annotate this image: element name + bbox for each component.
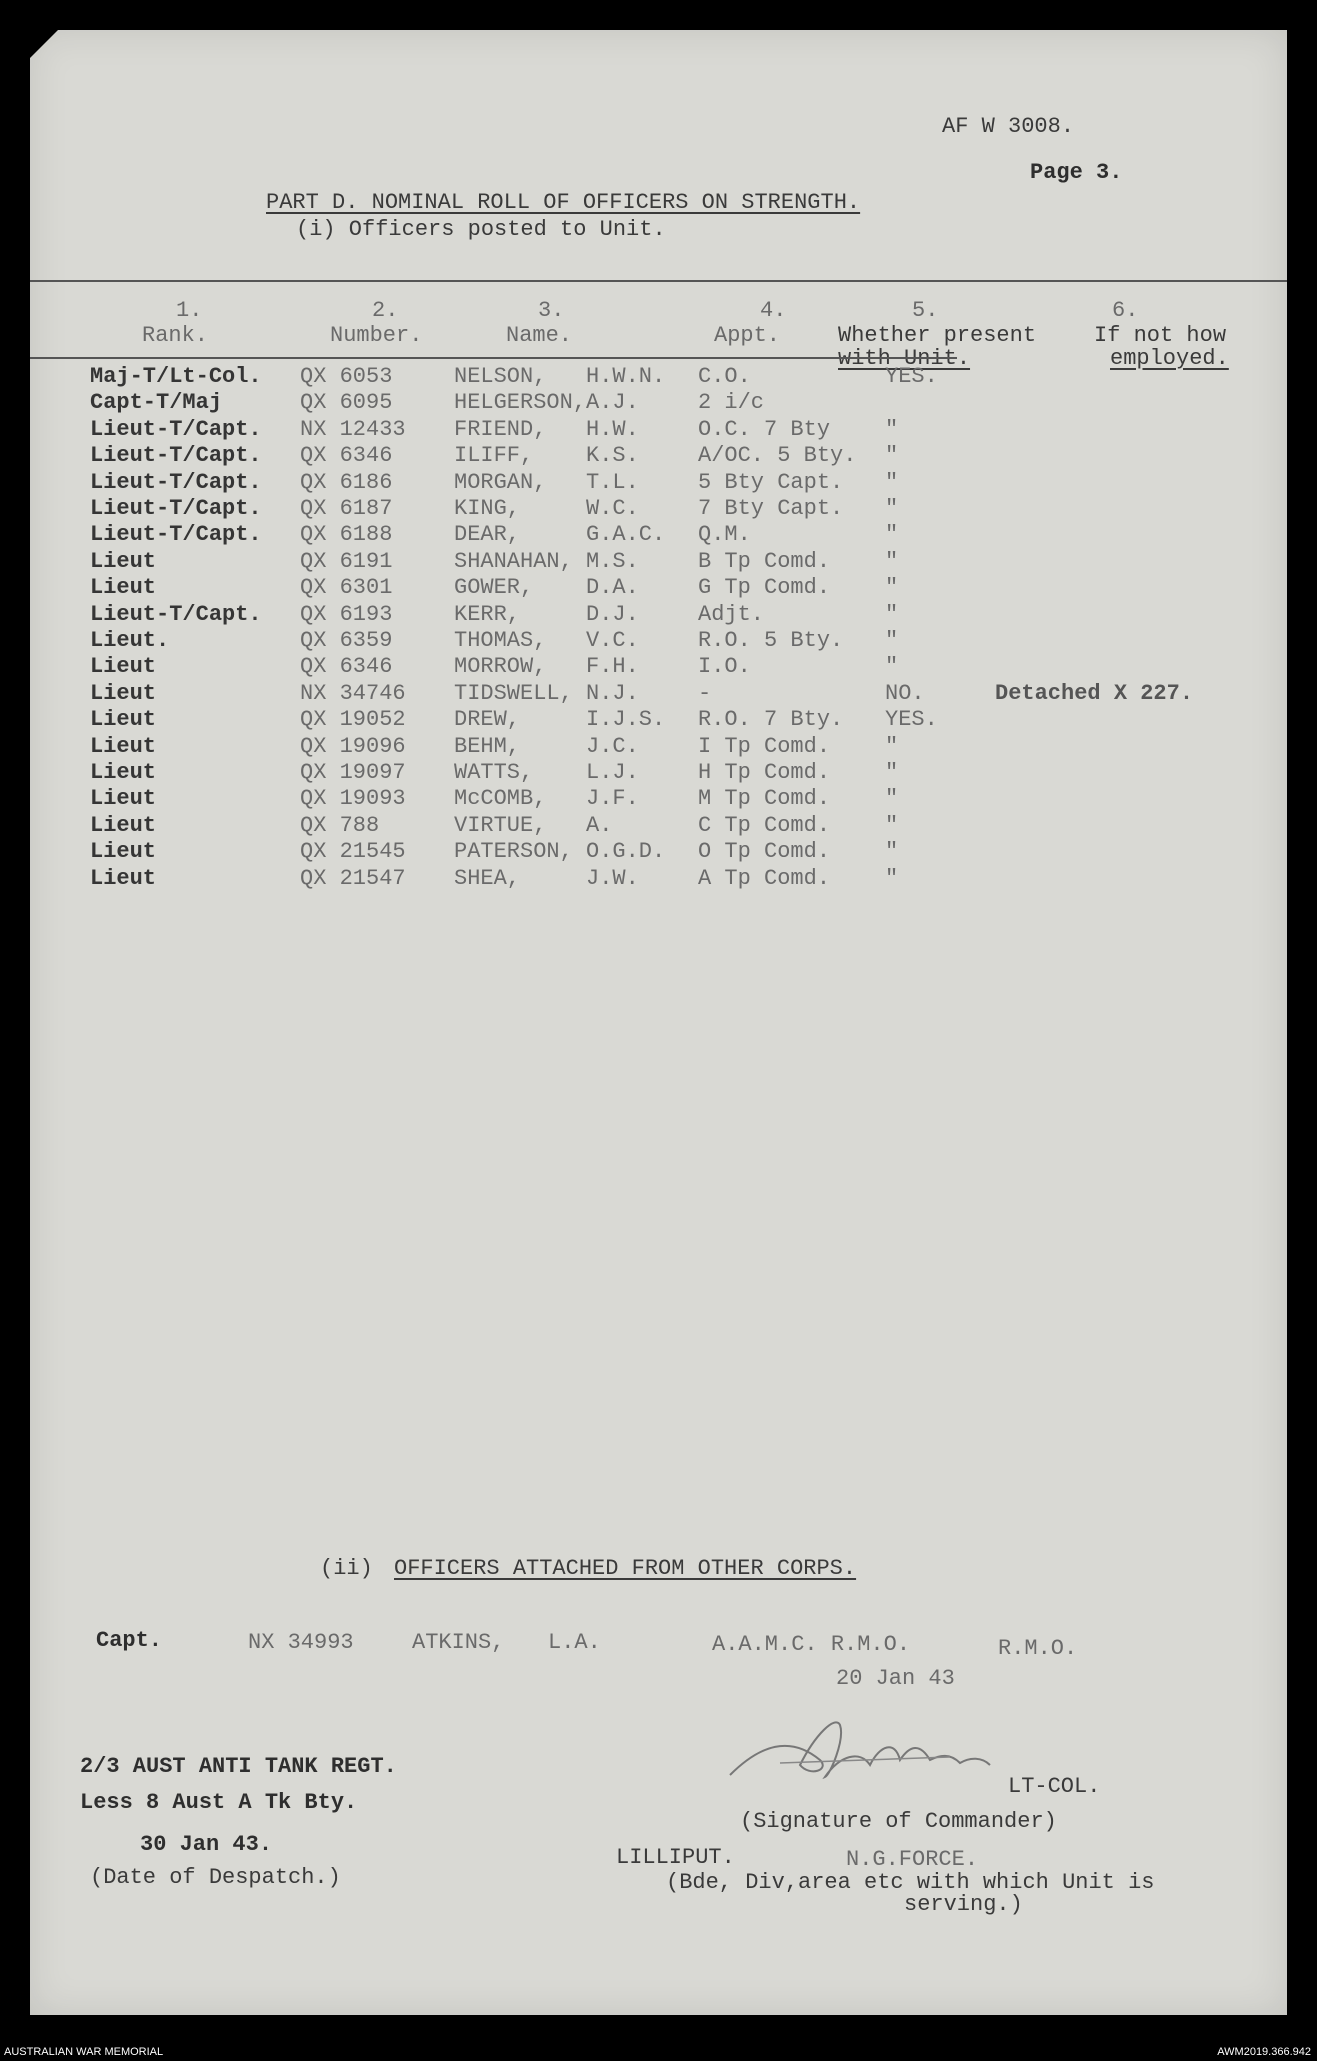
attached-rank: Capt.: [96, 1628, 163, 1653]
officer-present: ": [885, 601, 899, 627]
officer-rank: Capt-T/Maj: [90, 390, 223, 416]
archive-footer: [0, 2043, 1317, 2061]
officer-initials: J.W.: [586, 865, 639, 891]
document-page: [30, 30, 1287, 2015]
officer-appointment: O.C. 7 Bty: [698, 416, 831, 442]
officer-initials: A.: [586, 812, 613, 838]
attached-appt: R.M.O.: [998, 1636, 1078, 1661]
officer-appointment: A/OC. 5 Bty.: [698, 443, 857, 469]
officer-present: ": [885, 469, 899, 495]
header-rule-top: [30, 280, 1287, 282]
col-2-label: Number.: [330, 323, 423, 348]
officer-present: YES.: [885, 364, 938, 389]
officer-present: ": [885, 496, 899, 521]
col-6-label: If not how: [1094, 323, 1227, 348]
officer-number: QX 6188: [300, 522, 393, 548]
officer-row: [30, 549, 1287, 575]
officer-present: ": [885, 760, 899, 785]
attached-heading-prefix: (ii): [320, 1556, 373, 1581]
officer-initials: V.C.: [586, 628, 639, 653]
officer-appointment: I.O.: [698, 654, 751, 680]
officer-appointment: 5 Bty Capt.: [698, 469, 844, 495]
officer-initials: H.W.N.: [586, 364, 666, 389]
officer-row: [30, 364, 1287, 390]
officer-row: [30, 760, 1287, 786]
officer-number: QX 6359: [300, 628, 393, 653]
officer-name: SHEA,: [454, 865, 521, 891]
officer-name: KERR,: [454, 601, 521, 627]
col-1-label: Rank.: [142, 323, 209, 348]
officer-rank: Lieut: [90, 812, 157, 838]
officer-number: QX 6187: [300, 496, 393, 521]
officer-appointment: A Tp Comd.: [698, 865, 831, 891]
despatch-date: 30 Jan 43.: [140, 1832, 273, 1857]
officer-number: QX 6301: [300, 575, 393, 601]
officer-initials: F.H.: [586, 654, 639, 680]
officer-initials: G.A.C.: [586, 522, 666, 548]
officer-rank: Lieut: [90, 575, 157, 601]
officer-rank: Lieut-T/Capt.: [90, 416, 262, 442]
officer-number: NX 34746: [300, 680, 406, 706]
officer-row: [30, 707, 1287, 733]
officer-appointment: I Tp Comd.: [698, 733, 831, 759]
attached-number: NX 34993: [248, 1630, 354, 1655]
officer-row: [30, 734, 1287, 760]
officer-name: THOMAS,: [454, 628, 547, 653]
officer-name: ILIFF,: [454, 443, 534, 469]
officer-name: HELGERSON,: [454, 390, 587, 416]
officer-appointment: C.O.: [698, 364, 751, 389]
serving-label-1: (Bde, Div,area etc with which Unit is: [666, 1870, 1155, 1895]
attached-corps: A.A.M.C. R.M.O.: [712, 1632, 911, 1657]
location: LILLIPUT.: [616, 1845, 735, 1870]
officer-rank: Lieut: [90, 707, 157, 733]
officer-present: ": [885, 548, 899, 574]
page-number: Page 3.: [1030, 160, 1123, 185]
officer-appointment: H Tp Comd.: [698, 760, 831, 785]
officer-number: QX 6346: [300, 654, 393, 680]
officer-row: [30, 786, 1287, 812]
officer-rank: Lieut.: [90, 628, 170, 653]
officer-rank: Lieut-T/Capt.: [90, 443, 262, 469]
officer-row: [30, 522, 1287, 548]
officer-present: ": [885, 812, 899, 838]
officer-appointment: -: [698, 680, 712, 706]
officer-appointment: R.O. 7 Bty.: [698, 707, 844, 733]
officer-initials: D.J.: [586, 601, 639, 627]
officer-present: ": [885, 654, 899, 680]
officer-appointment: Q.M.: [698, 522, 751, 548]
officer-rank: Lieut-T/Capt.: [90, 496, 262, 521]
officer-row: [30, 813, 1287, 839]
officer-rank: Lieut: [90, 680, 157, 706]
commander-rank: LT-COL.: [1008, 1774, 1101, 1799]
attached-initials: L.A.: [548, 1630, 601, 1655]
officer-name: FRIEND,: [454, 416, 547, 442]
despatch-date-label: (Date of Despatch.): [90, 1865, 341, 1890]
officer-initials: J.F.: [586, 786, 639, 812]
officer-rank: Maj-T/Lt-Col.: [90, 364, 262, 389]
officer-row: [30, 681, 1287, 707]
officer-number: QX 19093: [300, 786, 406, 812]
officer-rank: Lieut-T/Capt.: [90, 469, 262, 495]
officer-rank: Lieut: [90, 733, 157, 759]
attached-date: 20 Jan 43: [836, 1666, 955, 1691]
officer-number: QX 21547: [300, 865, 406, 891]
officer-name: SHANAHAN,: [454, 548, 573, 574]
officer-row: [30, 602, 1287, 628]
officer-rank: Lieut: [90, 786, 157, 812]
officer-initials: H.W.: [586, 416, 639, 442]
officer-present: ": [885, 865, 899, 891]
serving-label-2: serving.): [904, 1892, 1023, 1917]
officer-row: [30, 496, 1287, 522]
officer-appointment: Adjt.: [698, 601, 765, 627]
col-2-number: 2.: [372, 298, 399, 323]
officer-initials: N.J.: [586, 680, 639, 706]
officer-appointment: 2 i/c: [698, 390, 765, 416]
officer-appointment: B Tp Comd.: [698, 548, 831, 574]
officer-appointment: G Tp Comd.: [698, 575, 831, 601]
officer-number: QX 19097: [300, 760, 406, 785]
col-6-number: 6.: [1112, 298, 1139, 323]
officer-number: NX 12433: [300, 416, 406, 442]
officer-present: YES.: [885, 707, 938, 733]
officer-rank: Lieut: [90, 839, 157, 865]
officer-row: [30, 839, 1287, 865]
col-4-number: 4.: [760, 298, 787, 323]
officer-number: QX 788: [300, 812, 380, 838]
attached-heading: OFFICERS ATTACHED FROM OTHER CORPS.: [394, 1556, 857, 1581]
col-5-number: 5.: [912, 298, 939, 323]
officer-employment: Detached X 227.: [995, 680, 1194, 706]
officer-appointment: R.O. 5 Bty.: [698, 628, 844, 653]
attached-name: ATKINS,: [412, 1630, 505, 1655]
officer-number: QX 6193: [300, 601, 393, 627]
officer-name: WATTS,: [454, 760, 534, 785]
folded-corner: [30, 30, 58, 58]
col-4-label: Appt.: [714, 323, 781, 348]
officer-initials: T.L.: [586, 469, 639, 495]
officer-present: ": [885, 733, 899, 759]
officer-row: [30, 628, 1287, 654]
officer-number: QX 19052: [300, 707, 406, 733]
officer-present: ": [885, 416, 899, 442]
officer-name: MORGAN,: [454, 469, 547, 495]
officer-present: ": [885, 522, 899, 548]
officer-initials: D.A.: [586, 575, 639, 601]
officer-present: ": [885, 443, 899, 469]
unit-less: Less 8 Aust A Tk Bty.: [80, 1790, 358, 1815]
officer-number: QX 6186: [300, 469, 393, 495]
officer-present: ": [885, 628, 899, 653]
officer-row: [30, 866, 1287, 892]
officer-rank: Lieut: [90, 865, 157, 891]
signature-label: (Signature of Commander): [740, 1809, 1057, 1834]
officer-number: QX 6191: [300, 548, 393, 574]
officer-name: KING,: [454, 496, 521, 521]
officer-appointment: O Tp Comd.: [698, 839, 831, 865]
col-5-label-2: with Unit.: [838, 346, 971, 371]
officer-rank: Lieut: [90, 760, 157, 785]
officer-appointment: C Tp Comd.: [698, 812, 831, 838]
officer-name: MORROW,: [454, 654, 547, 680]
officer-initials: A.J.: [586, 390, 639, 416]
officer-number: QX 6053: [300, 364, 393, 389]
archive-reference: AWM2019.366.942: [1217, 2046, 1311, 2058]
officer-name: TIDSWELL,: [454, 680, 573, 706]
col-5-label: Whether present: [838, 323, 1037, 348]
officer-appointment: M Tp Comd.: [698, 786, 831, 812]
page-title: PART D. NOMINAL ROLL OF OFFICERS ON STRENGTH.: [266, 190, 861, 215]
col-3-label: Name.: [506, 323, 573, 348]
col-1-number: 1.: [176, 298, 203, 323]
col-3-number: 3.: [538, 298, 565, 323]
officer-present: NO.: [885, 680, 925, 706]
officer-number: QX 19096: [300, 733, 406, 759]
officer-row: [30, 575, 1287, 601]
force-name: N.G.FORCE.: [846, 1847, 979, 1872]
officer-present: ": [885, 839, 899, 865]
officer-initials: W.C.: [586, 496, 639, 521]
col-6-label-2: employed.: [1110, 346, 1229, 371]
officer-present: ": [885, 575, 899, 601]
officer-initials: J.C.: [586, 733, 639, 759]
officer-name: PATERSON,: [454, 839, 573, 865]
officer-rank: Lieut: [90, 654, 157, 680]
officer-initials: I.J.S.: [586, 707, 666, 733]
officer-initials: L.J.: [586, 760, 639, 785]
officer-rank: Lieut-T/Capt.: [90, 601, 262, 627]
officer-name: McCOMB,: [454, 786, 547, 812]
officer-initials: M.S.: [586, 548, 639, 574]
officer-row: [30, 654, 1287, 680]
officer-row: [30, 390, 1287, 416]
officer-appointment: 7 Bty Capt.: [698, 496, 844, 521]
unit-name: 2/3 AUST ANTI TANK REGT.: [80, 1754, 397, 1779]
officer-name: DEAR,: [454, 522, 521, 548]
page-subtitle: (i) Officers posted to Unit.: [296, 217, 666, 242]
officer-name: BEHM,: [454, 733, 521, 759]
officer-row: [30, 417, 1287, 443]
officer-number: QX 6346: [300, 443, 393, 469]
officer-name: GOWER,: [454, 575, 534, 601]
officer-number: QX 21545: [300, 839, 406, 865]
officer-name: VIRTUE,: [454, 812, 547, 838]
officer-name: NELSON,: [454, 364, 547, 389]
officer-present: ": [885, 786, 899, 812]
form-number: AF W 3008.: [942, 114, 1075, 139]
officer-initials: O.G.D.: [586, 839, 666, 865]
officer-row: [30, 443, 1287, 469]
officer-rank: Lieut: [90, 548, 157, 574]
archive-name: AUSTRALIAN WAR MEMORIAL: [4, 2046, 164, 2058]
officer-name: DREW,: [454, 707, 521, 733]
header-rule-bottom: [30, 357, 957, 359]
officer-initials: K.S.: [586, 443, 639, 469]
officer-number: QX 6095: [300, 390, 393, 416]
officer-rank: Lieut-T/Capt.: [90, 522, 262, 548]
officer-row: [30, 470, 1287, 496]
